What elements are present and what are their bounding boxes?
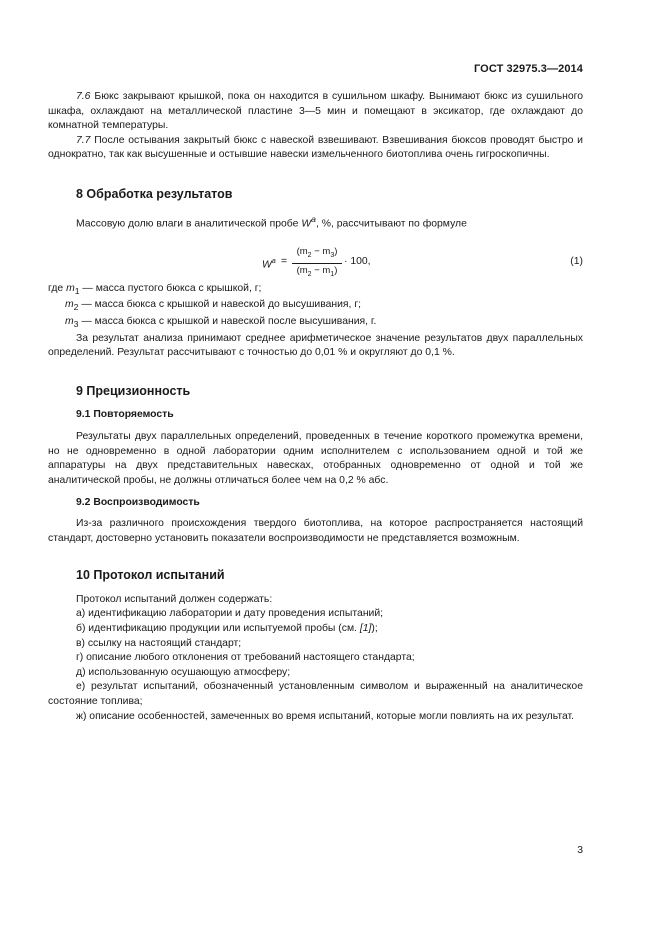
page-number: 3	[577, 845, 583, 856]
intro-text: , %, рассчитывают по формуле	[315, 218, 467, 230]
variable: m	[65, 315, 74, 327]
den-sub: 1	[330, 270, 335, 278]
protocol-item-g: г) описание любого отклонения от требований настоящего стандарта;	[76, 652, 415, 664]
item-text: б) идентификацию продукции или испытуемой пробы (см.	[76, 622, 360, 634]
section-9-title: 9 Прецизионность	[76, 383, 191, 398]
where-text: — масса пустого бюкса с крышкой, г;	[79, 282, 262, 294]
formula-intro	[48, 212, 583, 232]
where-text: — масса бюкса с крышкой и навеской до высушивания, г;	[78, 299, 362, 311]
subsection-9-1-title: 9.1 Повторяемость	[76, 409, 174, 421]
bibliography-reference: [1]	[359, 622, 372, 634]
fraction-numerator	[292, 246, 342, 262]
paragraph-7-6	[48, 90, 583, 134]
reproducibility-paragraph: Из-за различного происхождения твердого биотоплива, на которое распространяется настоящий стандарт, достоверно установить показатели воспроизводимости не представляется возможным.	[48, 517, 583, 544]
variable: m	[65, 299, 74, 311]
paragraph-7-7	[48, 134, 583, 163]
formula-var-sup: a	[271, 257, 276, 265]
num-part: (m	[296, 245, 308, 257]
variable-superscript: a	[311, 213, 316, 224]
variable-sub: 3	[73, 319, 79, 330]
den-sub: 2	[307, 270, 312, 278]
num-sub: 3	[330, 251, 335, 259]
where-prefix: где	[48, 282, 67, 294]
section-8-title: 8 Обработка результатов	[76, 186, 233, 201]
intro-text: Массовую долю влаги в аналитической пробе	[76, 218, 302, 230]
where-list	[48, 282, 583, 332]
standard-header: ГОСТ 32975.3—2014	[473, 63, 583, 75]
num-sub: 2	[307, 251, 312, 259]
where-item-m3	[48, 315, 583, 332]
repeatability-paragraph: Результаты двух параллельных определений, проведенных в течение короткого промежутка времени, но не одновременно в одной лаборатории одним исполнителем с использованием одной и той же аппаратуры на двух представительных навесках, отобранных одновременно от одной и той же аналитической пробы, не должны отличаться более чем на 0,2 % абс.	[48, 431, 583, 486]
formula-1	[48, 246, 583, 276]
den-part: )	[334, 264, 338, 276]
protocol-item-d: д) использованную осушающую атмосферу;	[76, 666, 291, 678]
num-part: )	[334, 245, 338, 257]
formula-equals: =	[281, 255, 288, 267]
fraction-denominator	[292, 265, 342, 281]
protocol-item-e: е) результат испытаний, обозначенный установленным символом и выраженный на аналитическое состояние топлива;	[48, 681, 583, 707]
num-part: − m	[311, 245, 331, 257]
page-content	[48, 90, 583, 724]
result-paragraph: За результат анализа принимают среднее арифметическое значение результатов двух параллельных определений. Результат рассчитывают с точностью до 0,01 % и округляют до 0,1 %.	[48, 332, 583, 359]
clause-number: 7.7	[76, 134, 91, 146]
protocol-item-zh: ж) описание особенностей, замеченных во время испытаний, которые могли повлиять на их результат.	[76, 710, 575, 722]
item-text: );	[371, 622, 378, 634]
protocol-item-a: а) идентификацию лаборатории и дату проведения испытаний;	[76, 608, 384, 620]
variable: W	[301, 218, 312, 230]
where-item-m2	[48, 298, 583, 315]
subsection-9-2-title: 9.2 Воспроизводимость	[76, 497, 200, 509]
formula-multiplier: · 100,	[344, 255, 371, 267]
paragraph-text: После остывания закрытый бюкс с навеской взвешивают. Взвешивания бюксов проводят быстро и однократно, так как высушенные и остывшие навески измельченного биотоплива очень гигроскопичны.	[48, 134, 583, 161]
protocol-intro: Протокол испытаний должен содержать:	[76, 593, 273, 605]
formula-fraction	[292, 246, 342, 281]
den-part: − m	[311, 264, 331, 276]
variable-sub: 1	[74, 285, 80, 296]
variable: m	[66, 282, 75, 294]
protocol-item-v: в) ссылку на настоящий стандарт;	[76, 637, 242, 649]
where-text: — масса бюкса с крышкой и навеской после высушивания, г.	[78, 315, 377, 327]
paragraph-text: Бюкс закрывают крышкой, пока он находится в сушильном шкафу. Вынимают бюкс из сушильного шкафа, охлаждают на металлической пластине 3—5 мин и помещают в эксикатор, где охлаждают до комнатной температуры.	[48, 91, 583, 132]
formula-number: (1)	[570, 255, 583, 267]
where-item-m1	[48, 282, 583, 299]
protocol-item-b	[48, 622, 583, 637]
fraction-line	[292, 263, 342, 264]
variable-sub: 2	[73, 302, 79, 313]
den-part: (m	[296, 264, 308, 276]
formula-lhs	[262, 255, 276, 273]
clause-number: 7.6	[76, 91, 91, 102]
formula-var: W	[262, 259, 272, 271]
section-10-title: 10 Протокол испытаний	[76, 568, 225, 583]
